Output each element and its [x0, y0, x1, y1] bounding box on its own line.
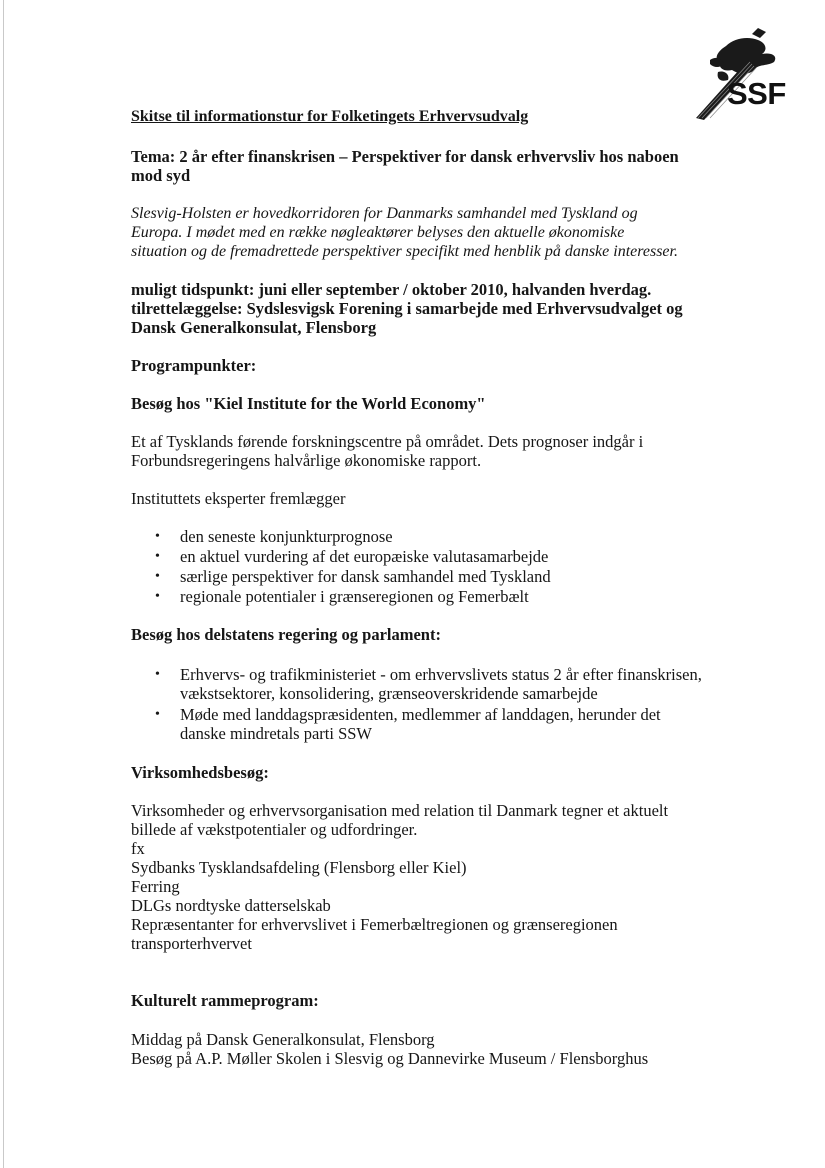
companies-line: transporterhvervet	[131, 934, 252, 953]
culture-line-1: Middag på Dansk Generalkonsulat, Flensborg	[131, 1030, 435, 1049]
bullet-dot: •	[155, 667, 160, 682]
state-heading: Besøg hos delstatens regering og parlament:	[131, 625, 441, 644]
list-item-line-1: Erhvervs- og trafikministeriet - om erhvervslivets status 2 år efter finanskrisen,	[180, 665, 702, 684]
list-item: særlige perspektiver for dansk samhandel med Tyskland	[180, 567, 551, 586]
companies-line: fx	[131, 839, 145, 858]
kiel-paragraph-line-2: Forbundsregeringens halvårlige økonomiske rapport.	[131, 451, 482, 470]
logistics-line-2: tilrettelæggelse: Sydslesvigsk Forening i samarbejde med Erhvervsudvalget og	[131, 299, 683, 318]
companies-line: billede af vækstpotentialer og udfordringer.	[131, 820, 418, 839]
list-item-line-2: danske mindretals parti SSW	[180, 724, 373, 743]
kiel-paragraph-line-1: Et af Tysklands førende forskningscentre på området. Dets prognoser indgår i	[131, 432, 644, 451]
kiel-lead: Instituttets eksperter fremlægger	[131, 489, 346, 508]
list-item-line-2: vækstsektorer, konsolidering, grænseoverskridende samarbejde	[180, 684, 598, 703]
intro-line-1: Slesvig-Holsten er hovedkorridoren for Danmarks samhandel med Tyskland og	[131, 205, 638, 222]
companies-heading: Virksomhedsbesøg:	[131, 763, 269, 782]
companies-line: Ferring	[131, 877, 180, 896]
ssf-logo	[688, 26, 808, 122]
companies-line: Repræsentanter for erhvervslivet i Femerbæltregionen og grænseregionen	[131, 915, 618, 934]
culture-heading: Kulturelt rammeprogram:	[131, 991, 319, 1010]
list-item-line-1: Møde med landdagspræsidenten, medlemmer af landdagen, herunder det	[180, 705, 661, 724]
companies-line: Virksomheder og erhvervsorganisation med relation til Danmark tegner et aktuelt	[131, 801, 669, 820]
bullet-dot: •	[155, 569, 160, 584]
program-heading: Programpunkter:	[131, 356, 257, 375]
bullet-dot: •	[155, 549, 160, 564]
bullet-dot: •	[155, 529, 160, 544]
companies-line: DLGs nordtyske datterselskab	[131, 896, 331, 915]
theme-line-2: mod syd	[131, 166, 191, 185]
list-item: den seneste konjunkturprognose	[180, 527, 393, 546]
bullet-dot: •	[155, 589, 160, 604]
ssf-logo-text: SSF	[727, 76, 786, 111]
kiel-heading: Besøg hos "Kiel Institute for the World Economy"	[131, 394, 486, 413]
culture-line-2: Besøg på A.P. Møller Skolen i Slesvig og Dannevirke Museum / Flensborghus	[131, 1049, 649, 1068]
document-title: Skitse til informationstur for Folketingets Erhvervsudvalg	[131, 108, 529, 125]
intro-line-3: situation og de fremadrettede perspektiver specifikt med henblik på danske interesser.	[131, 243, 678, 260]
bullet-dot: •	[155, 707, 160, 722]
list-item: regionale potentialer i grænseregionen og Femerbælt	[180, 587, 529, 606]
list-item: en aktuel vurdering af det europæiske valutasamarbejde	[180, 547, 549, 566]
theme-line-1: Tema: 2 år efter finanskrisen – Perspektiver for dansk erhvervsliv hos naboen	[131, 147, 679, 166]
scan-edge-line	[3, 0, 4, 1168]
companies-line: Sydbanks Tysklandsafdeling (Flensborg eller Kiel)	[131, 858, 467, 877]
intro-line-2: Europa. I mødet med en række nøgleaktører belyses den aktuelle økonomiske	[131, 224, 625, 241]
logistics-line-1: muligt tidspunkt: juni eller september / oktober 2010, halvanden hverdag.	[131, 280, 652, 299]
logistics-line-3: Dansk Generalkonsulat, Flensborg	[131, 318, 377, 337]
